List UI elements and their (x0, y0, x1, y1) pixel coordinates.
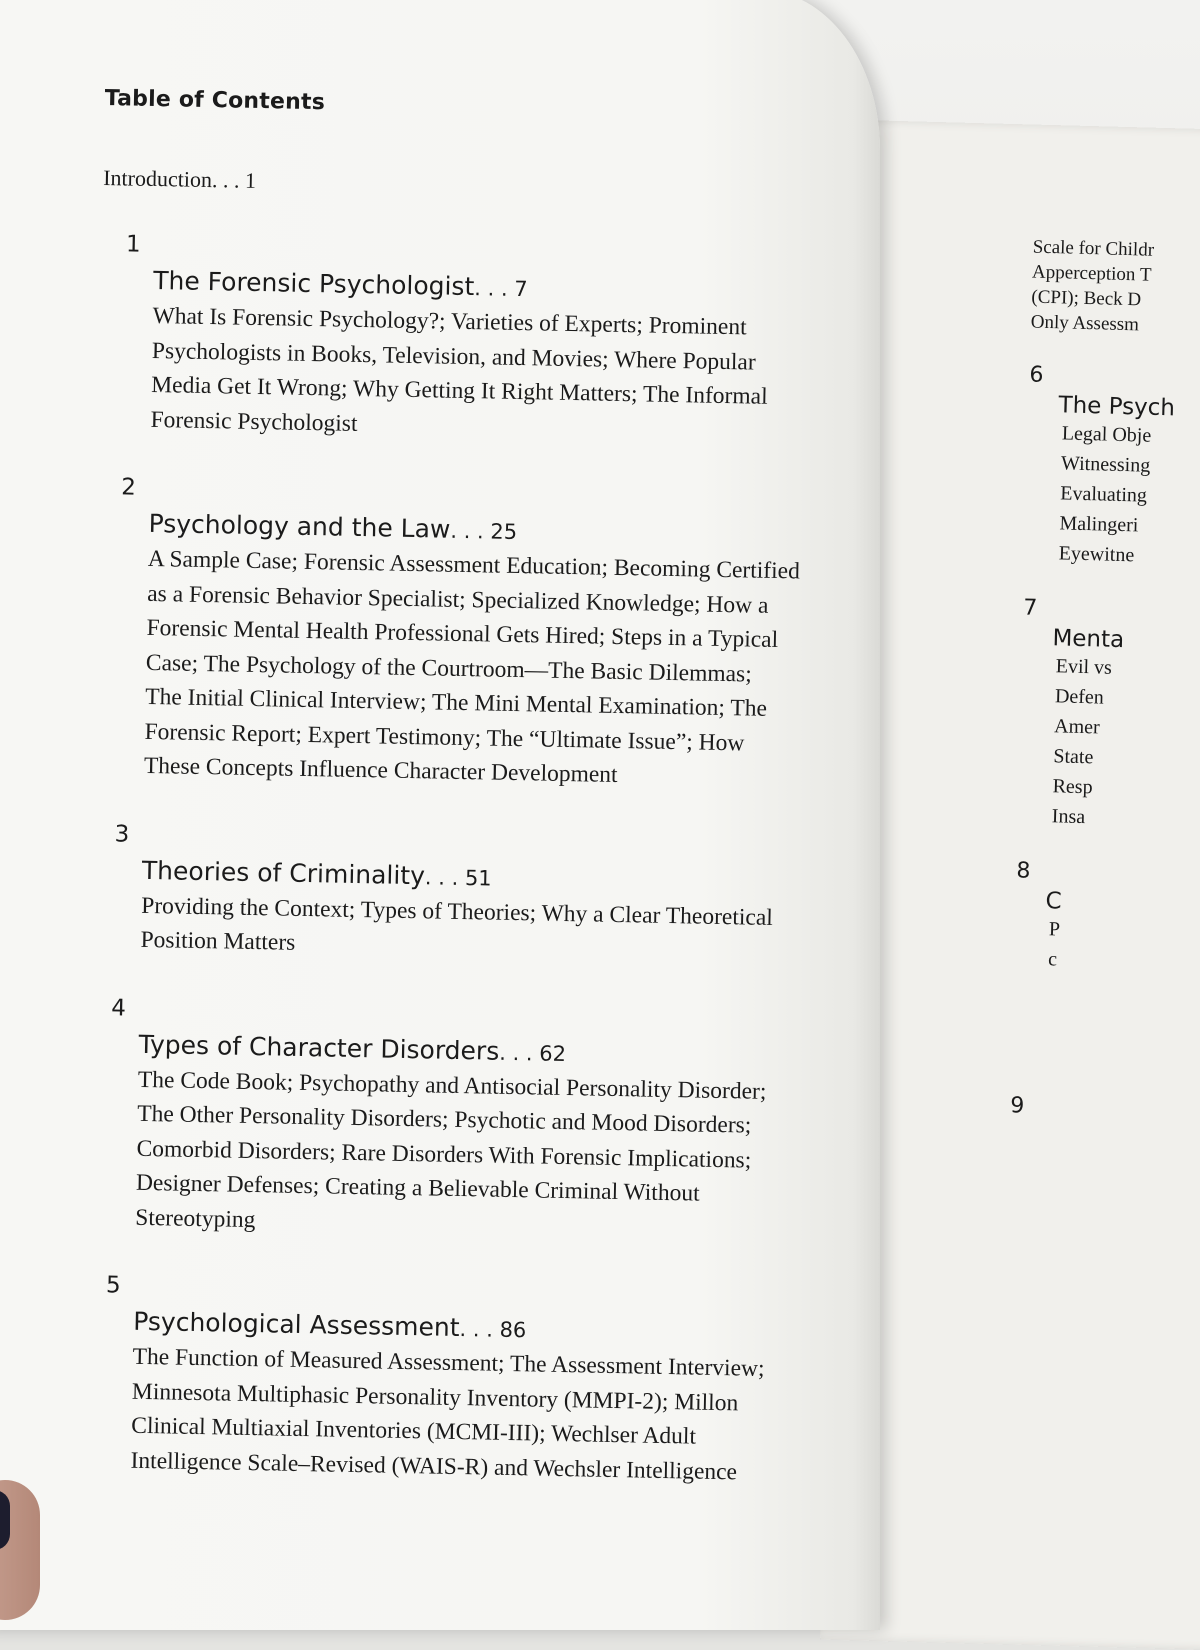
chapter-description-line: The Initial Clinical Interview; The Mini Mental Examination; The (145, 683, 768, 722)
right-chapter-number: 8 (1016, 858, 1031, 884)
chapter-description (130, 1340, 913, 1493)
right-top-line: Scale for Childr (1032, 236, 1155, 261)
chapter-description-line: These Concepts Influence Character Development (143, 752, 618, 788)
chapter-description-line: What Is Forensic Psychology?; Varieties of Experts; Prominent (152, 302, 747, 341)
chapter-description-line: Case; The Psychology of the Courtroom—The Basic Dilemmas; (145, 649, 752, 688)
right-chapter-line: Witnessing (1060, 452, 1151, 477)
chapter-number: 3 (114, 820, 130, 848)
right-top-line: Apperception T (1031, 261, 1152, 286)
right-chapter-line: P (1048, 918, 1061, 941)
chapter-description-line: Forensic Psychologist (150, 406, 358, 437)
right-chapter-line: Evaluating (1060, 482, 1148, 507)
chapter-description-line: as a Forensic Behavior Specialist; Specialized Knowledge; How a (147, 580, 769, 619)
right-chapter-number: 9 (1009, 1093, 1025, 1119)
chapter-description-line: Clinical Multiaxial Inventories (MCMI-III); Wechlser Adult (131, 1412, 697, 1450)
chapter-number: 1 (125, 231, 141, 258)
chapter-page: . . . 62 (499, 1040, 567, 1066)
right-chapter-line: Insa (1051, 805, 1086, 829)
right-chapter-title: Menta (1052, 625, 1125, 654)
chapter-description-line: Comorbid Disorders; Rare Disorders With Forensic Implications; (136, 1135, 752, 1174)
toc-intro-entry: Introduction. . . 1 (103, 164, 257, 193)
right-top-line: (CPI); Beck D (1031, 286, 1142, 311)
chapter-description (144, 542, 869, 797)
right-chapter-number: 7 (1022, 595, 1038, 621)
chapter-description-line: Psychologists in Books, Television, and Movies; Where Popular (151, 337, 756, 376)
chapter-title-text: The Forensic Psychologist (152, 265, 475, 302)
chapter-page: . . . 86 (459, 1317, 527, 1343)
chapter-title-text: Types of Character Disorders (138, 1029, 500, 1066)
chapter-description-line: Forensic Mental Health Professional Gets Hired; Steps in a Typical (146, 614, 779, 654)
chapter-page: . . . 51 (424, 864, 492, 891)
right-top-line: Only Assessm (1030, 311, 1140, 336)
chapter-description-line: Designer Defenses; Creating a Believable Criminal Without (135, 1169, 700, 1207)
chapter-entry (92, 472, 938, 799)
right-chapter-line: Legal Obje (1061, 422, 1152, 447)
chapter-description-line: A Sample Case; Forensic Assessment Education; Becoming Certified (147, 545, 801, 585)
right-chapter-line: Defen (1054, 685, 1105, 709)
chapter-description-line: Stereotyping (135, 1204, 256, 1233)
chapter-number: 4 (111, 994, 127, 1022)
right-chapter-line: State (1053, 745, 1094, 769)
chapter-entry (78, 1270, 922, 1493)
chapter-entry (83, 992, 927, 1250)
chapter-description (150, 299, 853, 450)
chapter-description-line: Providing the Context; Types of Theories; Why a Clear Theoretical (141, 892, 774, 931)
chapter-description-line: Position Matters (140, 926, 296, 956)
chapter-page: . . . 25 (450, 518, 518, 544)
table-of-contents (78, 86, 945, 1493)
right-chapter-line: Resp (1052, 775, 1093, 799)
chapter-title-text: Theories of Criminality (141, 855, 426, 890)
chapter-title-text: Psychology and the Law (148, 508, 451, 544)
right-chapter-number: 6 (1029, 362, 1044, 388)
right-chapter-title: The Psych (1058, 392, 1176, 422)
chapter-description-line: The Function of Measured Assessment; The Assessment Interview; (132, 1343, 765, 1382)
right-chapter-line: c (1047, 948, 1058, 971)
chapter-entry (88, 818, 930, 972)
right-chapter-line: Amer (1053, 715, 1101, 739)
chapter-description (135, 1062, 908, 1249)
chapter-description-line: The Other Personality Disorders; Psychotic and Mood Disorders; (137, 1100, 752, 1139)
chapter-description-line: Intelligence Scale–Revised (WAIS-R) and Wechsler Intelligence (130, 1447, 738, 1485)
right-chapter-title: C (1045, 888, 1063, 915)
chapter-description-line: Media Get It Wrong; Why Getting It Right Matters; The Informal (151, 371, 768, 410)
chapter-page: . . . 7 (474, 276, 528, 302)
chapter-entry (98, 229, 942, 452)
right-chapter-line: Malingeri (1059, 512, 1139, 537)
chapter-number: 5 (105, 1272, 121, 1299)
right-chapter-line: Evil vs (1055, 655, 1113, 679)
chapter-description (140, 888, 911, 972)
chapter-description-line: The Code Book; Psychopathy and Antisocial Personality Disorder; (137, 1066, 767, 1105)
chapter-number: 2 (121, 474, 137, 501)
right-page-content (1010, 235, 1200, 1133)
chapter-title-text: Psychological Assessment (133, 1306, 460, 1343)
right-chapter-line: Eyewitne (1058, 542, 1135, 567)
chapter-description-line: Minnesota Multiphasic Personality Inventory (MMPI-2); Millon (131, 1378, 739, 1416)
chapter-description-line: Forensic Report; Expert Testimony; The “Ultimate Issue”; How (144, 718, 745, 756)
toc-heading: Table of Contents (104, 86, 326, 116)
